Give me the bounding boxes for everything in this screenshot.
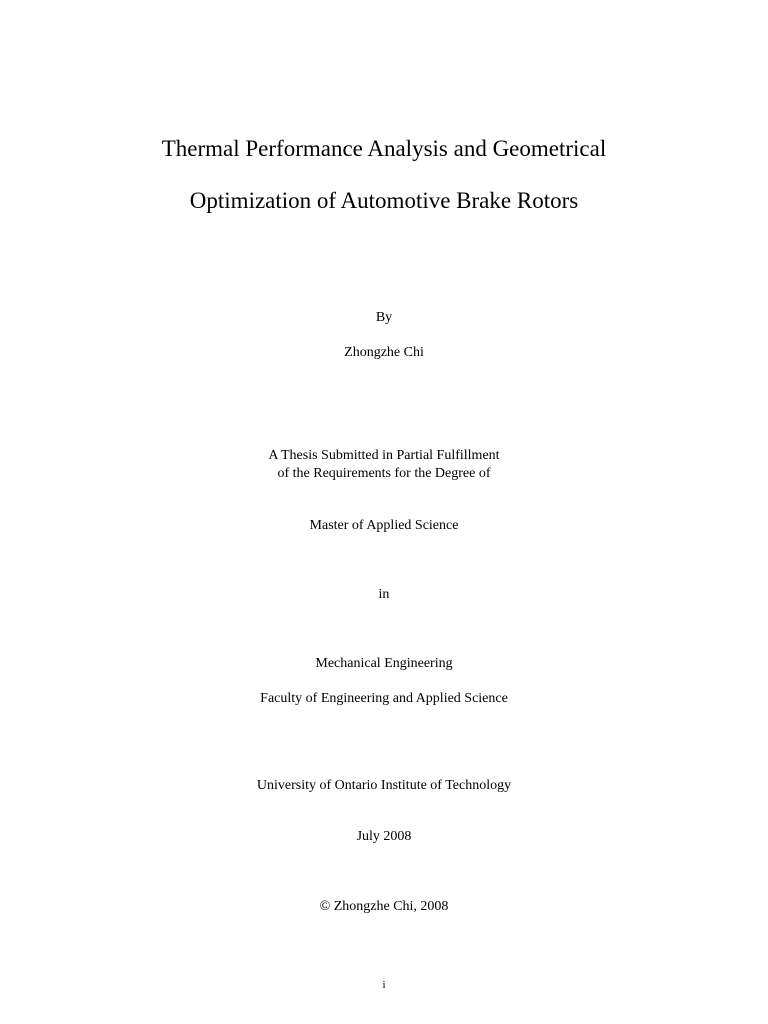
thesis-title-line-2: Optimization of Automotive Brake Rotors — [189, 188, 579, 213]
submission-statement-line-2: of the Requirements for the Degree of — [277, 466, 491, 481]
university-name: University of Ontario Institute of Technology — [256, 778, 512, 793]
program-name: Mechanical Engineering — [315, 656, 453, 671]
faculty-name: Faculty of Engineering and Applied Science — [260, 691, 508, 706]
thesis-title-line-1: Thermal Performance Analysis and Geometrical — [161, 136, 607, 161]
page-number: i — [382, 979, 386, 991]
by-label: By — [375, 310, 393, 325]
copyright-notice: © Zhongzhe Chi, 2008 — [319, 899, 449, 914]
submission-statement-line-1: A Thesis Submitted in Partial Fulfillment — [268, 448, 500, 463]
submission-date: July 2008 — [356, 829, 412, 844]
in-label: in — [378, 587, 390, 602]
degree-name: Master of Applied Science — [309, 518, 459, 533]
author-name: Zhongzhe Chi — [344, 345, 424, 360]
